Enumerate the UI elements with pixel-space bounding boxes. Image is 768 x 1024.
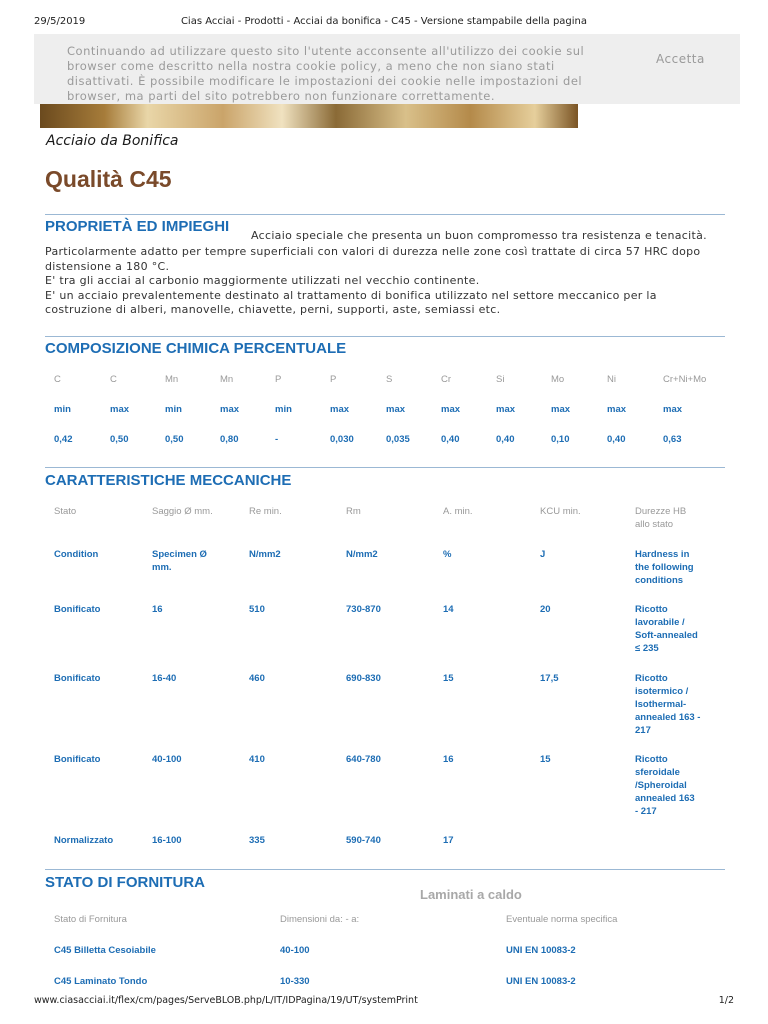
- fornitura-cell: C45 Billetta Cesoiabile: [54, 945, 156, 956]
- mech-cell: 17,5: [540, 673, 559, 684]
- comp-limit: min: [275, 404, 292, 415]
- comp-value: 0,40: [441, 434, 460, 445]
- print-date: 29/5/2019: [34, 16, 86, 27]
- footer-url: www.ciasacciai.it/flex/cm/pages/ServeBLOB.php/L/IT/IDPagina/19/UT/systemPrint: [34, 995, 418, 1006]
- mech-cell: 20: [540, 604, 551, 615]
- cookie-line: browser come descritto nella nostra cookie policy, a meno che non siano stati: [67, 59, 555, 73]
- mech-header: A. min.: [443, 506, 473, 517]
- mech-cell: Bonificato: [54, 754, 101, 765]
- comp-element: Cr: [441, 374, 452, 385]
- fornitura-cell: UNI EN 10083-2: [506, 976, 576, 987]
- fornitura-header: Stato di Fornitura: [54, 914, 127, 925]
- mech-cell: 16: [443, 754, 454, 765]
- mech-cell: 460: [249, 673, 265, 684]
- comp-value: 0,42: [54, 434, 73, 445]
- fornitura-cell: 10-330: [280, 976, 310, 987]
- comp-limit: max: [663, 404, 683, 415]
- mech-cell: 690-830: [346, 673, 381, 684]
- comp-limit: max: [386, 404, 406, 415]
- mech-cell: %: [443, 549, 452, 560]
- mech-cell: 510: [249, 604, 265, 615]
- fornitura-cell: UNI EN 10083-2: [506, 945, 576, 956]
- mech-cell: N/mm2: [249, 549, 281, 560]
- comp-value: -: [275, 434, 279, 445]
- section-heading-proprieta: PROPRIETÀ ED IMPIEGHI: [45, 218, 230, 235]
- cookie-line: disattivati. È possibile modificare le impostazioni dei cookie nelle impostazioni del: [67, 74, 583, 88]
- mech-header: Durezze HB allo stato: [635, 506, 687, 530]
- comp-limit: min: [54, 404, 71, 415]
- cookie-accept-button[interactable]: Accetta: [656, 52, 705, 66]
- page-title: Qualità C45: [45, 166, 172, 192]
- fornitura-caption: Laminati a caldo: [420, 887, 522, 902]
- mech-cell: Ricotto lavorabile / Soft-annealed ≤ 235: [635, 604, 698, 654]
- comp-element: C: [110, 374, 117, 385]
- footer-page-number: 1/2: [718, 995, 734, 1006]
- comp-value: 0,10: [551, 434, 570, 445]
- mech-cell: 16-100: [152, 835, 182, 846]
- comp-value: 0,80: [220, 434, 239, 445]
- mech-cell: Specimen Ø mm.: [152, 549, 207, 573]
- comp-element: Mn: [165, 374, 179, 385]
- mech-cell: Bonificato: [54, 604, 101, 615]
- section-divider: [45, 869, 725, 870]
- comp-limit: max: [330, 404, 350, 415]
- desc-line: distensione a 180 °C.: [45, 259, 170, 273]
- fornitura-header: Dimensioni da: - a:: [280, 914, 360, 925]
- comp-value: 0,035: [386, 434, 410, 445]
- cookie-line: browser, ma parti del sito potrebbero non funzionare correttamente.: [67, 89, 496, 103]
- comp-element: C: [54, 374, 61, 385]
- cookie-message: [67, 44, 597, 104]
- comp-element: Mn: [220, 374, 234, 385]
- mech-cell: 335: [249, 835, 265, 846]
- mech-header: Rm: [346, 506, 361, 517]
- desc-line: costruzione di alberi, manovelle, chiavette, perni, supporti, aste, semiassi etc.: [45, 303, 501, 316]
- mech-cell: 15: [540, 754, 551, 765]
- mech-cell: 14: [443, 604, 454, 615]
- comp-element: S: [386, 374, 393, 385]
- mech-cell: J: [540, 549, 546, 560]
- comp-element: P: [330, 374, 337, 385]
- mech-header: KCU min.: [540, 506, 581, 517]
- mech-header: Saggio Ø mm.: [152, 506, 213, 517]
- desc-line: Particolarmente adatto per tempre superficiali con valori di durezza nelle zone così trattate di circa 57 HRC dopo: [45, 245, 701, 258]
- section-heading-composizione: COMPOSIZIONE CHIMICA PERCENTUALE: [45, 340, 347, 357]
- mech-cell: 410: [249, 754, 265, 765]
- mech-cell: 16: [152, 604, 163, 615]
- cookie-line: Continuando ad utilizzare questo sito l'utente acconsente all'utilizzo dei cookie sul: [67, 44, 585, 58]
- comp-element: Ni: [607, 374, 616, 385]
- section-heading-meccaniche: CARATTERISTICHE MECCANICHE: [45, 472, 292, 489]
- mech-cell: 17: [443, 835, 454, 846]
- mech-cell: Bonificato: [54, 673, 101, 684]
- mech-cell: Condition: [54, 549, 99, 560]
- comp-limit: max: [441, 404, 461, 415]
- fornitura-header: Eventuale norma specifica: [506, 914, 618, 925]
- comp-element: Mo: [551, 374, 565, 385]
- mech-cell: N/mm2: [346, 549, 378, 560]
- mech-cell: Ricotto isotermico / Isothermal- annealed 163 - 217: [635, 673, 701, 736]
- comp-limit: max: [551, 404, 571, 415]
- comp-value: 0,63: [663, 434, 682, 445]
- mech-header: Stato: [54, 506, 77, 517]
- comp-limit: max: [607, 404, 627, 415]
- mech-cell: 730-870: [346, 604, 381, 615]
- comp-element: P: [275, 374, 282, 385]
- comp-limit: max: [110, 404, 130, 415]
- mech-cell: Normalizzato: [54, 835, 114, 846]
- section-divider: [45, 467, 725, 468]
- page-subtitle: Acciaio da Bonifica: [46, 133, 179, 149]
- mech-cell: 40-100: [152, 754, 182, 765]
- mech-cell: 15: [443, 673, 454, 684]
- comp-limit: max: [496, 404, 516, 415]
- cookie-banner: [34, 34, 740, 104]
- fornitura-cell: 40-100: [280, 945, 310, 956]
- comp-value: 0,030: [330, 434, 354, 445]
- comp-limit: min: [165, 404, 182, 415]
- mech-header: Re min.: [249, 506, 282, 517]
- desc-line: E' un acciaio prevalentemente destinato al trattamento di bonifica utilizzato nel settore meccanico per la: [45, 288, 657, 302]
- fornitura-cell: C45 Laminato Tondo: [54, 976, 148, 987]
- mech-cell: 640-780: [346, 754, 381, 765]
- comp-value: 0,40: [607, 434, 626, 445]
- mech-cell: Hardness in the following conditions: [635, 549, 694, 586]
- mech-cell: Ricotto sferoidale /Spheroidal annealed 163 - 217: [635, 754, 695, 817]
- comp-limit: max: [220, 404, 240, 415]
- section-divider: [45, 336, 725, 337]
- header-banner-image: [40, 104, 578, 128]
- proprieta-intro: Acciaio speciale che presenta un buon compromesso tra resistenza e tenacità.: [251, 229, 707, 242]
- comp-element: Si: [496, 374, 505, 385]
- proprieta-description: [45, 245, 725, 318]
- print-title: Cias Acciai - Prodotti - Acciai da bonifica - C45 - Versione stampabile della pagina: [180, 16, 588, 27]
- comp-value: 0,40: [496, 434, 515, 445]
- comp-value: 0,50: [165, 434, 184, 445]
- desc-line: E' tra gli acciai al carbonio maggiormente utilizzati nel vecchio continente.: [45, 274, 480, 287]
- comp-element: Cr+Ni+Mo: [663, 374, 707, 385]
- section-heading-fornitura: STATO DI FORNITURA: [45, 874, 205, 891]
- mech-cell: 590-740: [346, 835, 381, 846]
- comp-value: 0,50: [110, 434, 129, 445]
- section-divider: [45, 214, 725, 215]
- mech-cell: 16-40: [152, 673, 177, 684]
